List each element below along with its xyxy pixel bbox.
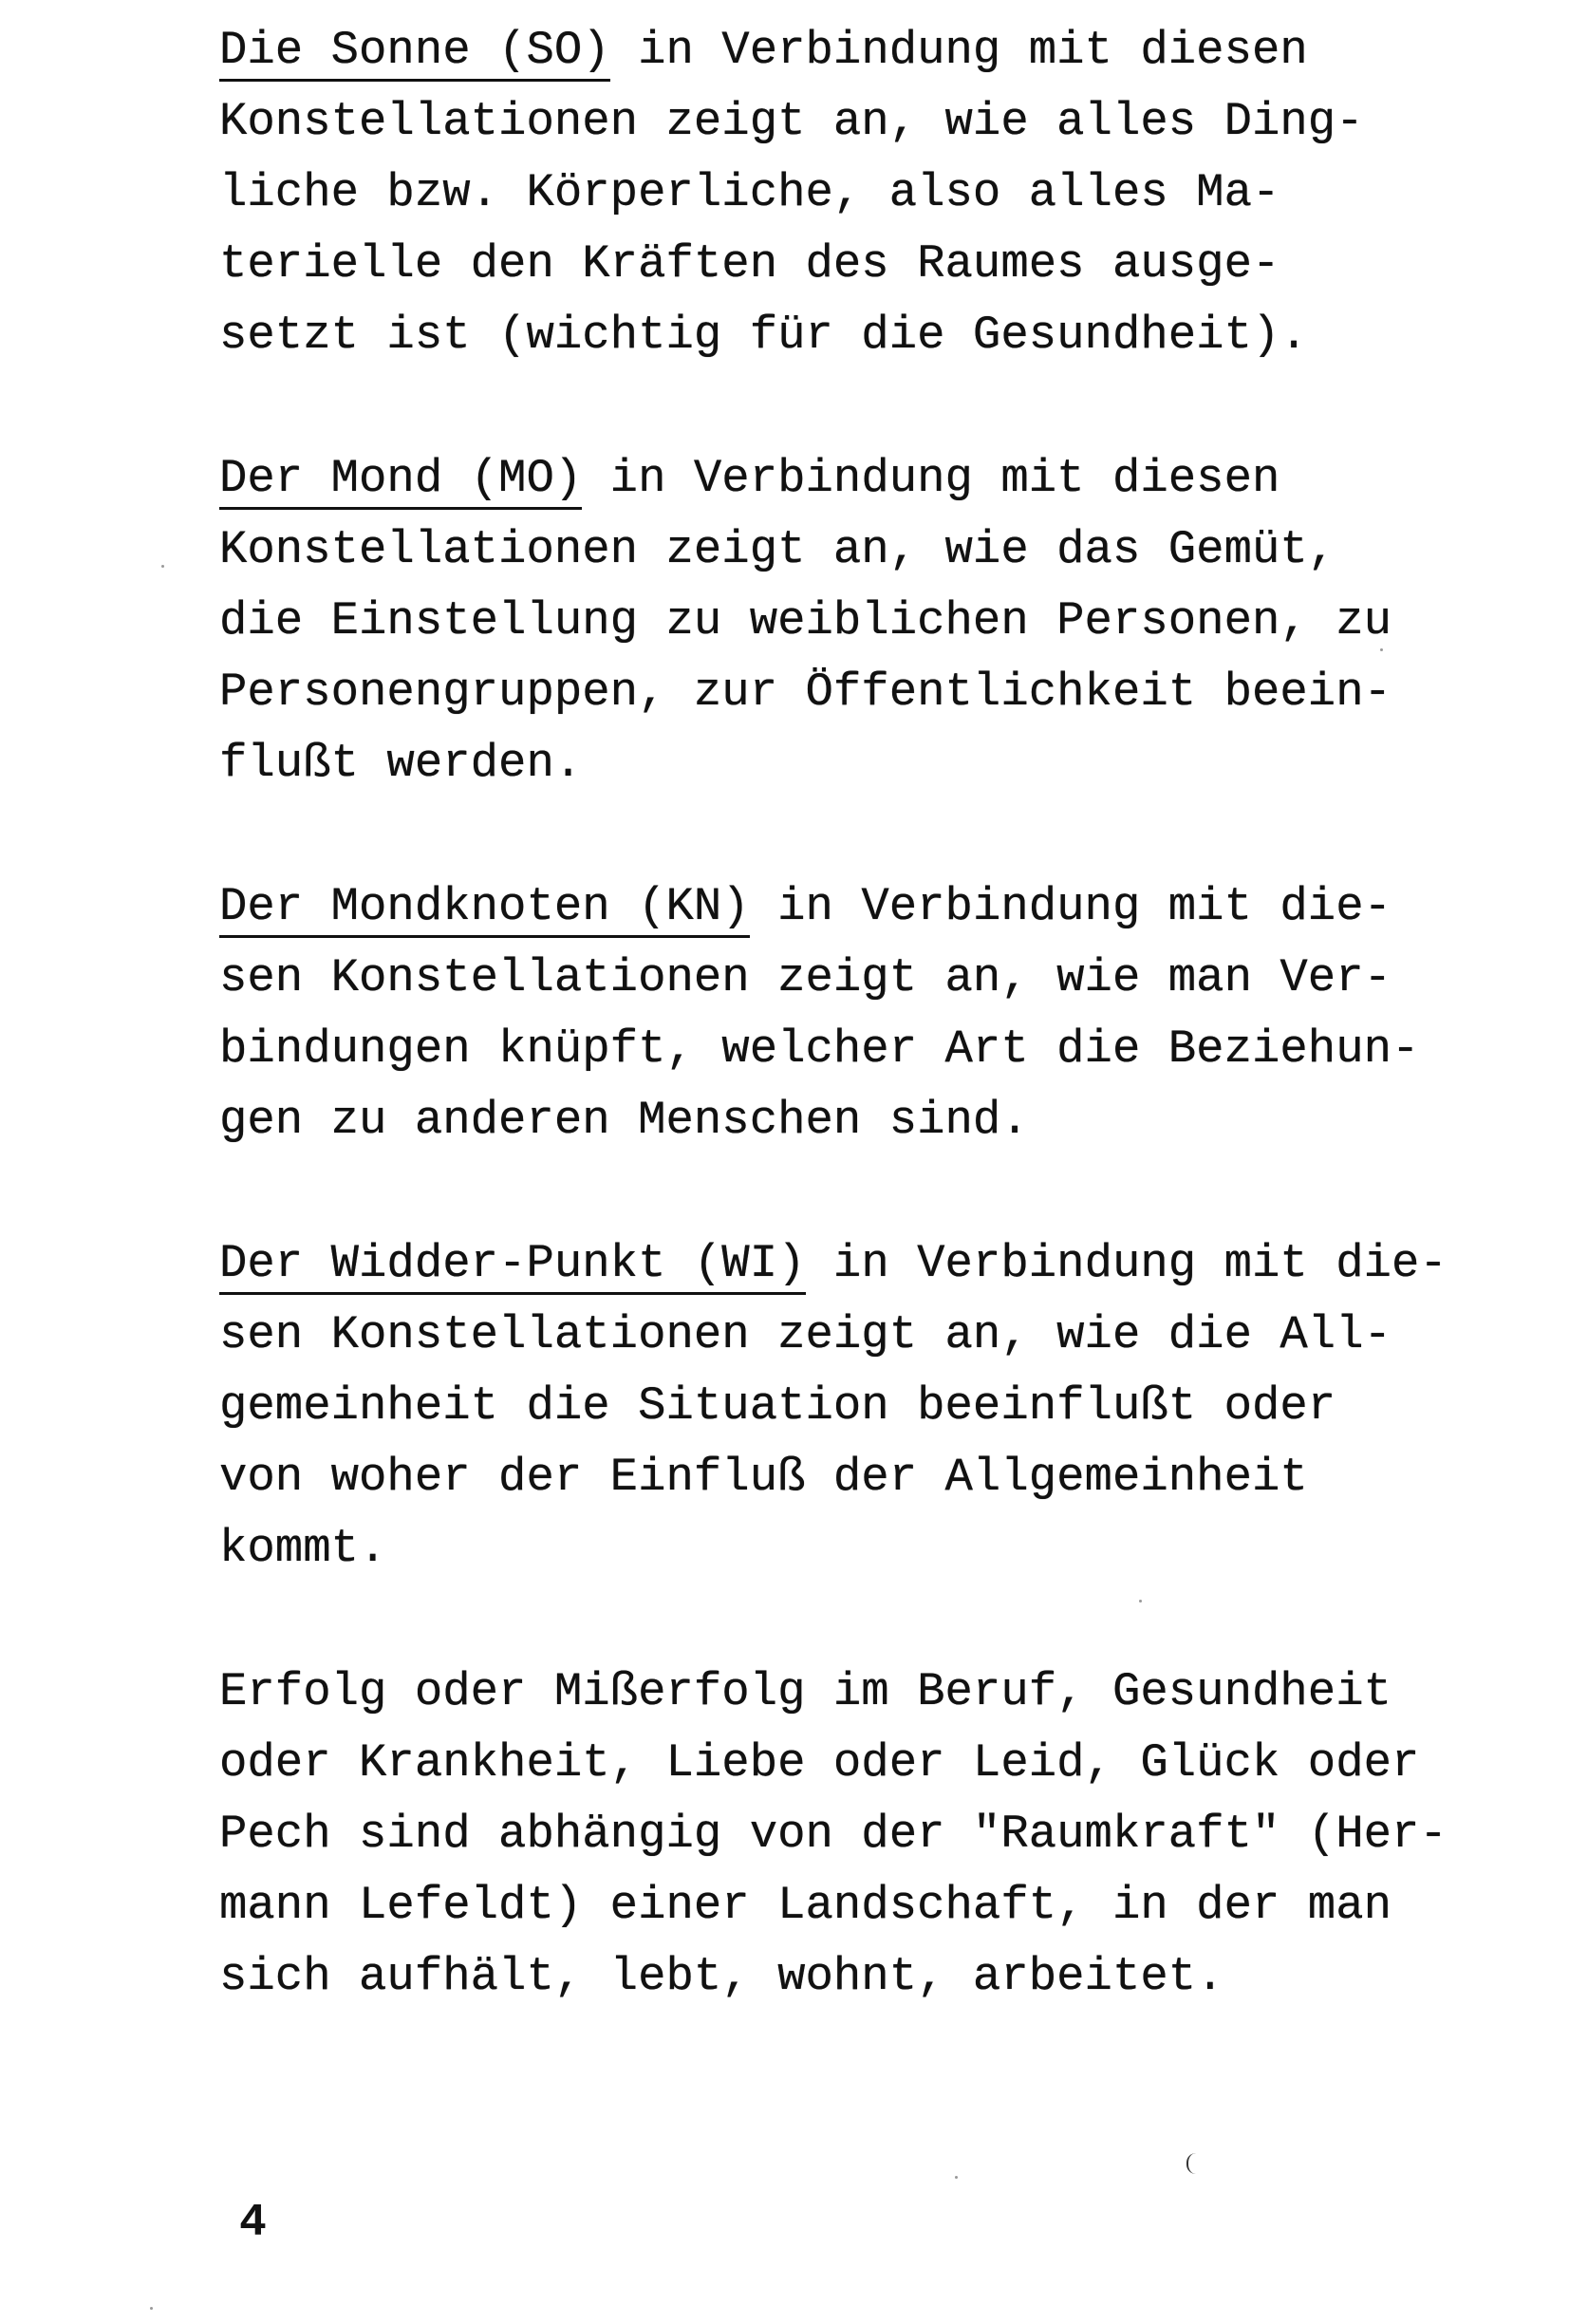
scan-speck <box>1380 648 1383 651</box>
paragraph-erfolg-line-4: mann Lefeldt) einer Landschaft, in der man <box>219 1879 1392 1932</box>
line-text: in Verbindung mit diesen <box>609 24 1308 77</box>
scan-mark <box>1186 2153 1198 2174</box>
paragraph-widderpunkt-line-2: sen Konstellationen zeigt an, wie die All- <box>219 1308 1392 1361</box>
paragraph-sonne-line-3: liche bzw. Körperliche, also alles Ma- <box>219 166 1280 219</box>
paragraph-mondknoten-line-3: bindungen knüpft, welcher Art die Beziehun- <box>219 1022 1420 1076</box>
paragraph-mond-line-5: flußt werden. <box>219 737 583 790</box>
paragraph-mondknoten-line-2: sen Konstellationen zeigt an, wie man Ver- <box>219 951 1392 1004</box>
scan-speck <box>1139 1600 1142 1602</box>
paragraph-widderpunkt-line-3: gemeinheit die Situation beeinflußt oder <box>219 1379 1336 1433</box>
paragraph-widderpunkt-line-1 <box>219 1228 1448 1300</box>
paragraph-sonne-line-5: setzt ist (wichtig für die Gesundheit). <box>219 309 1308 362</box>
line-text: in Verbindung mit die- <box>749 880 1392 933</box>
scan-speck <box>150 2307 153 2310</box>
paragraph-sonne-line-2: Konstellationen zeigt an, wie alles Ding- <box>219 95 1364 148</box>
paragraph-erfolg-line-1: Erfolg oder Mißerfolg im Beruf, Gesundheit <box>219 1665 1392 1718</box>
scan-speck <box>161 565 164 568</box>
heading-widderpunkt: Der Widder-Punkt (WI) <box>219 1237 806 1295</box>
paragraph-mondknoten-line-1 <box>219 872 1392 943</box>
heading-mond: Der Mond (MO) <box>219 452 582 510</box>
heading-mondknoten: Der Mondknoten (KN) <box>219 880 750 938</box>
paragraph-mond-line-2: Konstellationen zeigt an, wie das Gemüt, <box>219 523 1336 576</box>
paragraph-erfolg-line-5: sich aufhält, lebt, wohnt, arbeitet. <box>219 1950 1224 2003</box>
page-number: 4 <box>239 2198 267 2249</box>
paragraph-sonne-line-4: terielle den Kräften des Raumes ausge- <box>219 237 1280 290</box>
paragraph-mond-line-3: die Einstellung zu weiblichen Personen, zu <box>219 594 1392 647</box>
paragraph-widderpunkt-line-5: kommt. <box>219 1522 387 1575</box>
scan-speck <box>955 2176 958 2179</box>
line-text: in Verbindung mit diesen <box>582 452 1280 505</box>
paragraph-widderpunkt-line-4: von woher der Einfluß der Allgemeinheit <box>219 1451 1308 1504</box>
paragraph-erfolg-line-2: oder Krankheit, Liebe oder Leid, Glück oder <box>219 1736 1420 1790</box>
line-text: in Verbindung mit die- <box>805 1237 1448 1290</box>
paragraph-mond-line-4: Personengruppen, zur Öffentlichkeit beein- <box>219 665 1392 719</box>
paragraph-mondknoten-line-4: gen zu anderen Menschen sind. <box>219 1094 1029 1147</box>
paragraph-mond-line-1 <box>219 443 1279 515</box>
paragraph-sonne-line-1 <box>219 15 1308 86</box>
paragraph-erfolg-line-3: Pech sind abhängig von der "Raumkraft" (Her- <box>219 1808 1448 1861</box>
heading-sonne: Die Sonne (SO) <box>219 24 610 82</box>
